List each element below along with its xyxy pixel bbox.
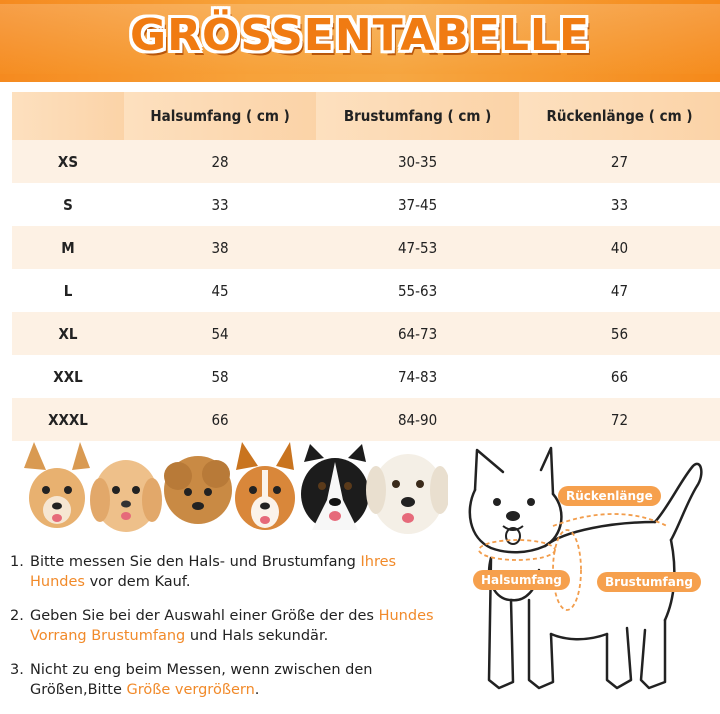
size-cell: XXXL xyxy=(12,398,124,441)
chest-cell: 37-45 xyxy=(316,183,519,226)
chest-cell: 74-83 xyxy=(316,355,519,398)
note-text xyxy=(30,660,450,700)
maltipoo-image xyxy=(90,460,162,532)
note-segment: Nicht zu eng beim Messen, wenn zwischen den Größen,Bitte xyxy=(30,662,373,698)
labrador-image xyxy=(366,454,448,534)
label-chest-girth: Brustumfang xyxy=(597,572,701,592)
neck-cell: 45 xyxy=(124,269,316,312)
size-cell: L xyxy=(12,269,124,312)
chest-cell: 84-90 xyxy=(316,398,519,441)
size-cell: M xyxy=(12,226,124,269)
table-row xyxy=(12,355,720,398)
back-cell: 72 xyxy=(519,398,720,441)
note-item xyxy=(10,606,450,646)
title-banner xyxy=(0,0,720,82)
corgi-image xyxy=(235,442,295,530)
note-segment: . xyxy=(254,682,260,698)
table-row xyxy=(12,140,720,183)
note-number: 3. xyxy=(10,662,24,678)
back-cell: 27 xyxy=(519,140,720,183)
label-back-length: Rückenlänge xyxy=(558,486,661,506)
poodle-image xyxy=(164,456,232,524)
neck-cell: 58 xyxy=(124,355,316,398)
chest-cell: 64-73 xyxy=(316,312,519,355)
table-row xyxy=(12,226,720,269)
table-row xyxy=(12,269,720,312)
chest-cell: 55-63 xyxy=(316,269,519,312)
note-number: 1. xyxy=(10,554,24,570)
header-back: Rückenlänge ( cm ) xyxy=(519,92,720,140)
table-row xyxy=(12,312,720,355)
back-cell: 66 xyxy=(519,355,720,398)
size-cell: XS xyxy=(12,140,124,183)
border-collie-image xyxy=(301,444,369,530)
note-highlight: Größe vergrößern xyxy=(126,682,255,698)
note-item xyxy=(10,660,450,700)
note-segment: Geben Sie bei der Auswahl einer Größe der des xyxy=(30,608,379,624)
table-header-row xyxy=(12,92,720,140)
header-neck: Halsumfang ( cm ) xyxy=(124,92,316,140)
note-highlight: Ihres Hundes xyxy=(30,554,397,590)
neck-cell: 54 xyxy=(124,312,316,355)
back-cell: 33 xyxy=(519,183,720,226)
back-cell: 56 xyxy=(519,312,720,355)
chihuahua-image xyxy=(24,442,90,528)
label-neck-girth: Halsumfang xyxy=(473,570,570,590)
note-text xyxy=(30,606,450,646)
note-item xyxy=(10,552,450,592)
note-segment: vor dem Kauf. xyxy=(84,574,191,590)
neck-cell: 38 xyxy=(124,226,316,269)
neck-cell: 33 xyxy=(124,183,316,226)
dog-outline-icon xyxy=(455,430,720,700)
measurement-notes xyxy=(10,552,450,714)
chest-cell: 30-35 xyxy=(316,140,519,183)
size-cell: XL xyxy=(12,312,124,355)
size-cell: S xyxy=(12,183,124,226)
size-table xyxy=(12,92,720,441)
back-cell: 40 xyxy=(519,226,720,269)
dog-breeds-illustration xyxy=(18,440,448,540)
table-row xyxy=(12,183,720,226)
page-title: GRÖSSENTABELLE xyxy=(129,10,591,61)
neck-cell: 66 xyxy=(124,398,316,441)
chest-cell: 47-53 xyxy=(316,226,519,269)
note-number: 2. xyxy=(10,608,24,624)
header-chest: Brustumfang ( cm ) xyxy=(316,92,519,140)
neck-cell: 28 xyxy=(124,140,316,183)
note-segment: Bitte messen Sie den Hals- und Brustumfang xyxy=(30,554,361,570)
header-size xyxy=(12,92,124,140)
note-text xyxy=(30,552,450,592)
note-highlight: Hundes Vorrang Brustumfang xyxy=(30,608,434,644)
note-segment: und Hals sekundär. xyxy=(185,628,329,644)
back-cell: 47 xyxy=(519,269,720,312)
size-table-wrapper xyxy=(12,92,720,441)
measurement-diagram xyxy=(455,430,720,700)
size-cell: XXL xyxy=(12,355,124,398)
